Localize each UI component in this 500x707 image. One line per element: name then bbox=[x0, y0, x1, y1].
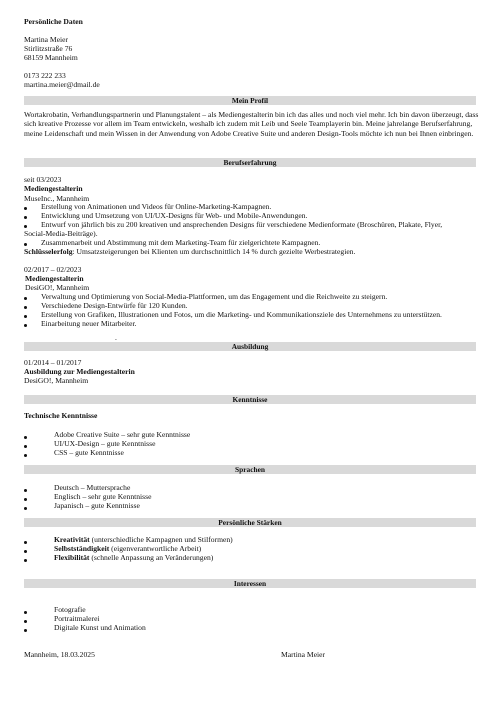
strength-desc: (schnelle Anpassung an Veränderungen) bbox=[89, 553, 214, 562]
bullet-icon bbox=[24, 550, 27, 553]
strength-desc: (eigenverantwortliche Arbeit) bbox=[109, 544, 202, 553]
profile-text: Wortakrobatin, Verhandlungspartnerin und Planungstalent – als Mediengestalterin bin ich das alles und noch viel mehr. Ich bin davon überzeugt, dass sich kreative Prozesse vor allem im Team entwickeln, weshalb ich zudem mit Leib und Seele Teamplayerin bin. Meine jahrelange Berufserfahrung, meine Leidenschaft und mein Wissen in der Anwendung von Adobe Creative Suite und anderen Design-Tools möchte ich nun bei Ihnen einbringen. bbox=[24, 110, 479, 138]
bullet-icon bbox=[24, 620, 27, 623]
bullet-icon bbox=[24, 436, 27, 439]
personal-name: Martina Meier bbox=[24, 35, 69, 44]
bullet-icon bbox=[24, 225, 27, 228]
signature-name: Martina Meier bbox=[281, 650, 326, 659]
bullet-icon bbox=[24, 315, 27, 318]
job-company: MuseInc., Mannheim bbox=[24, 194, 90, 203]
job-key-success bbox=[24, 247, 355, 257]
interest-item: Portraitmalerei bbox=[54, 614, 100, 623]
bullet-icon bbox=[24, 243, 27, 246]
strength-desc: (unterschiedliche Kampagnen und Stilformen) bbox=[89, 535, 233, 544]
personal-street: Stirlitzstraße 76 bbox=[24, 44, 73, 53]
personal-city: 68159 Mannheim bbox=[24, 53, 78, 62]
section-header-languages: Sprachen bbox=[24, 465, 476, 474]
bullet-icon bbox=[24, 207, 27, 210]
interest-item: Fotografie bbox=[54, 605, 86, 614]
bullet-icon bbox=[24, 629, 27, 632]
job-company: DesiGO!, Mannheim bbox=[25, 283, 90, 292]
bullet-icon bbox=[24, 559, 27, 562]
education-title: Ausbildung zur Mediengestalterin bbox=[24, 367, 135, 376]
bullet-icon bbox=[24, 306, 27, 309]
section-header-interests: Interessen bbox=[24, 579, 476, 588]
language-item: Japanisch – gute Kenntnisse bbox=[54, 501, 140, 510]
job-bullet: Zusammenarbeit und Abstimmung mit dem Marketing-Team für zielgerichtete Kampagnen. bbox=[41, 238, 321, 247]
key-success-label: Schlüsselerfolg bbox=[24, 247, 73, 256]
skills-subheading: Technische Kenntnisse bbox=[24, 411, 98, 420]
skill-item: Adobe Creative Suite – sehr gute Kenntnisse bbox=[54, 430, 191, 439]
skill-item: UI/UX-Design – gute Kenntnisse bbox=[54, 439, 156, 448]
job-period: 02/2017 – 02/2023 bbox=[24, 265, 82, 274]
strength-label: Flexibilität bbox=[54, 553, 90, 562]
stray-period: . bbox=[115, 333, 117, 342]
interest-item: Digitale Kunst und Animation bbox=[54, 623, 146, 632]
job-bullet: Entwurf von jährlich bis zu 200 kreativen und ansprechenden Designs für verschiedene Medienformate (Broschüren, Plakate, Flyer, bbox=[41, 220, 443, 229]
key-success-text: : Umsatzsteigerungen bei Klienten um durchschnittlich 14 % durch gezielte Werbestrategien. bbox=[72, 247, 356, 256]
job-title: Mediengestalterin bbox=[24, 184, 83, 193]
bullet-icon bbox=[24, 454, 27, 457]
personal-email: martina.meier@dmail.de bbox=[24, 80, 100, 89]
section-header-experience: Berufserfahrung bbox=[24, 158, 476, 167]
bullet-icon bbox=[24, 507, 27, 510]
job-bullet: Verwaltung und Optimierung von Social-Media-Plattformen, um das Engagement und die Reichweite zu steigern. bbox=[41, 292, 388, 301]
bullet-icon bbox=[24, 489, 27, 492]
job-bullet: Erstellung von Animationen und Videos für Online-Marketing-Kampagnen. bbox=[41, 202, 272, 211]
job-bullet: Verschiedene Design-Entwürfe für 120 Kunden. bbox=[41, 301, 188, 310]
education-period: 01/2014 – 01/2017 bbox=[24, 358, 82, 367]
section-header-education: Ausbildung bbox=[24, 342, 476, 351]
bullet-icon bbox=[24, 541, 27, 544]
job-bullet: Erstellung von Grafiken, Illustrationen und Fotos, um die Marketing- und Kommunikationsziele des Unternehmens zu unterstützen. bbox=[41, 310, 442, 319]
strength-label: Selbstständigkeit bbox=[54, 544, 110, 553]
education-school: DesiGO!, Mannheim bbox=[24, 376, 89, 385]
strength-item bbox=[54, 553, 213, 563]
bullet-icon bbox=[24, 297, 27, 300]
job-title: Mediengestalterin bbox=[25, 274, 84, 283]
job-bullet: Entwicklung und Umsetzung von UI/UX-Designs für Web- und Mobile-Anwendungen. bbox=[41, 211, 308, 220]
job-bullet: Einarbeitung neuer Mitarbeiter. bbox=[41, 319, 137, 328]
language-item: Englisch – sehr gute Kenntnisse bbox=[54, 492, 152, 501]
bullet-icon bbox=[24, 324, 27, 327]
personal-heading: Persönliche Daten bbox=[24, 17, 83, 26]
job-period: seit 03/2023 bbox=[24, 175, 62, 184]
strength-label: Kreativität bbox=[54, 535, 90, 544]
skill-item: CSS – gute Kenntnisse bbox=[54, 448, 124, 457]
bullet-icon bbox=[24, 216, 27, 219]
bullet-icon bbox=[24, 611, 27, 614]
section-header-profile: Mein Profil bbox=[24, 96, 476, 105]
section-header-skills: Kenntnisse bbox=[24, 395, 476, 404]
bullet-icon bbox=[24, 498, 27, 501]
personal-phone: 0173 222 233 bbox=[24, 71, 66, 80]
language-item: Deutsch – Muttersprache bbox=[54, 483, 131, 492]
place-date: Mannheim, 18.03.2025 bbox=[24, 650, 95, 659]
bullet-icon bbox=[24, 445, 27, 448]
section-header-strengths: Persönliche Stärken bbox=[24, 518, 476, 527]
job-bullet-continuation: Social-Media-Beiträge). bbox=[24, 229, 98, 238]
